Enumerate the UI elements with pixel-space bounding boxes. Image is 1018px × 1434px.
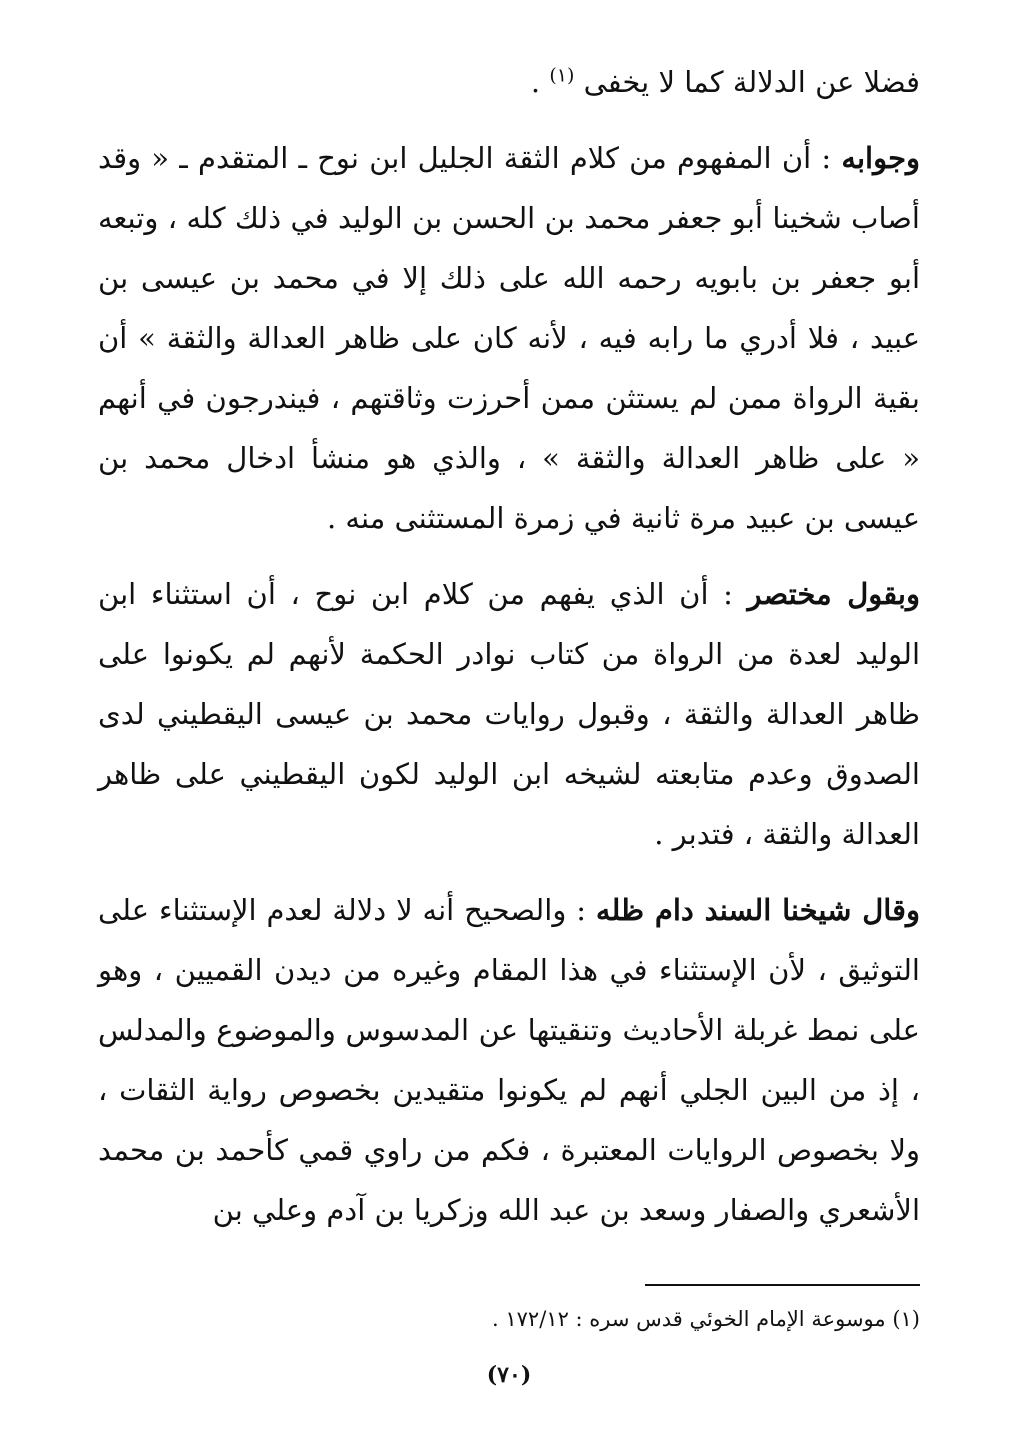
footnote-text: (١) موسوعة الإمام الخوئي قدس سره : ١٧٢/١٢ .	[492, 1307, 920, 1331]
footnote-divider	[645, 1284, 920, 1286]
page-number: (٧٠)	[486, 1362, 532, 1388]
paragraph-4	[98, 880, 920, 1240]
paragraph-2-lead: وجوابه	[841, 141, 920, 175]
paragraph-4-text: : والصحيح أنه لا دلالة لعدم الإستثناء على التوثيق ، لأن الإستثناء في هذا المقام وغيره من ديدن القميين ، وهو على نمط غربلة الأحاديث وتنقيتها عن المدسوس والموضوع والمدلس ، إذ من البين الجلي أنهم لم يكونوا متقيدين بخصوص رواية الثقات ، ولا بخصوص الروايات المعتبرة ، فكم من راوي قمي كأحمد بن محمد الأشعري والصفار وسعد بن عبد الله وزكريا بن آدم وعلي بن	[98, 893, 920, 1227]
paragraph-3-text: : أن الذي يفهم من كلام ابن نوح ، أن استثناء ابن الوليد لعدة من الرواة من كتاب نوادر الحكمة لأنهم لم يكونوا على ظاهر العدالة والثقة ، وقبول روايات محمد بن عيسى اليقطيني لدى الصدوق وعدم متابعته لشيخه ابن الوليد لكون اليقطيني على ظاهر العدالة والثقة ، فتدبر .	[98, 577, 920, 851]
paragraph-1-text: فضلا عن الدلالة كما لا يخفى	[583, 65, 920, 99]
page-body	[98, 52, 920, 1256]
footnote	[98, 1304, 920, 1334]
paragraph-1-tail: .	[530, 65, 550, 99]
paragraph-4-lead: وقال شيخنا السند دام ظله	[595, 893, 920, 927]
main-text	[98, 52, 920, 1240]
paragraph-3-lead: وبقول مختصر	[747, 577, 920, 611]
footnote-reference: (١)	[549, 64, 575, 87]
paragraph-3	[98, 564, 920, 864]
paragraph-1	[98, 52, 920, 112]
paragraph-2	[98, 128, 920, 548]
paragraph-2-text: : أن المفهوم من كلام الثقة الجليل ابن نوح ـ المتقدم ـ « وقد أصاب شخينا أبو جعفر محمد بن الحسن بن الوليد في ذلك كله ، وتبعه أبو جعفر بن بابويه رحمه الله على ذلك إلا في محمد بن عيسى بن عبيد ، فلا أدري ما رابه فيه ، لأنه كان على ظاهر العدالة والثقة » أن بقية الرواة ممن لم يستثن ممن أحرزت وثاقتهم ، فيندرجون في أنهم « على ظاهر العدالة والثقة » ، والذي هو منشأ ادخال محمد بن عيسى بن عبيد مرة ثانية في زمرة المستثنى منه .	[98, 141, 920, 535]
